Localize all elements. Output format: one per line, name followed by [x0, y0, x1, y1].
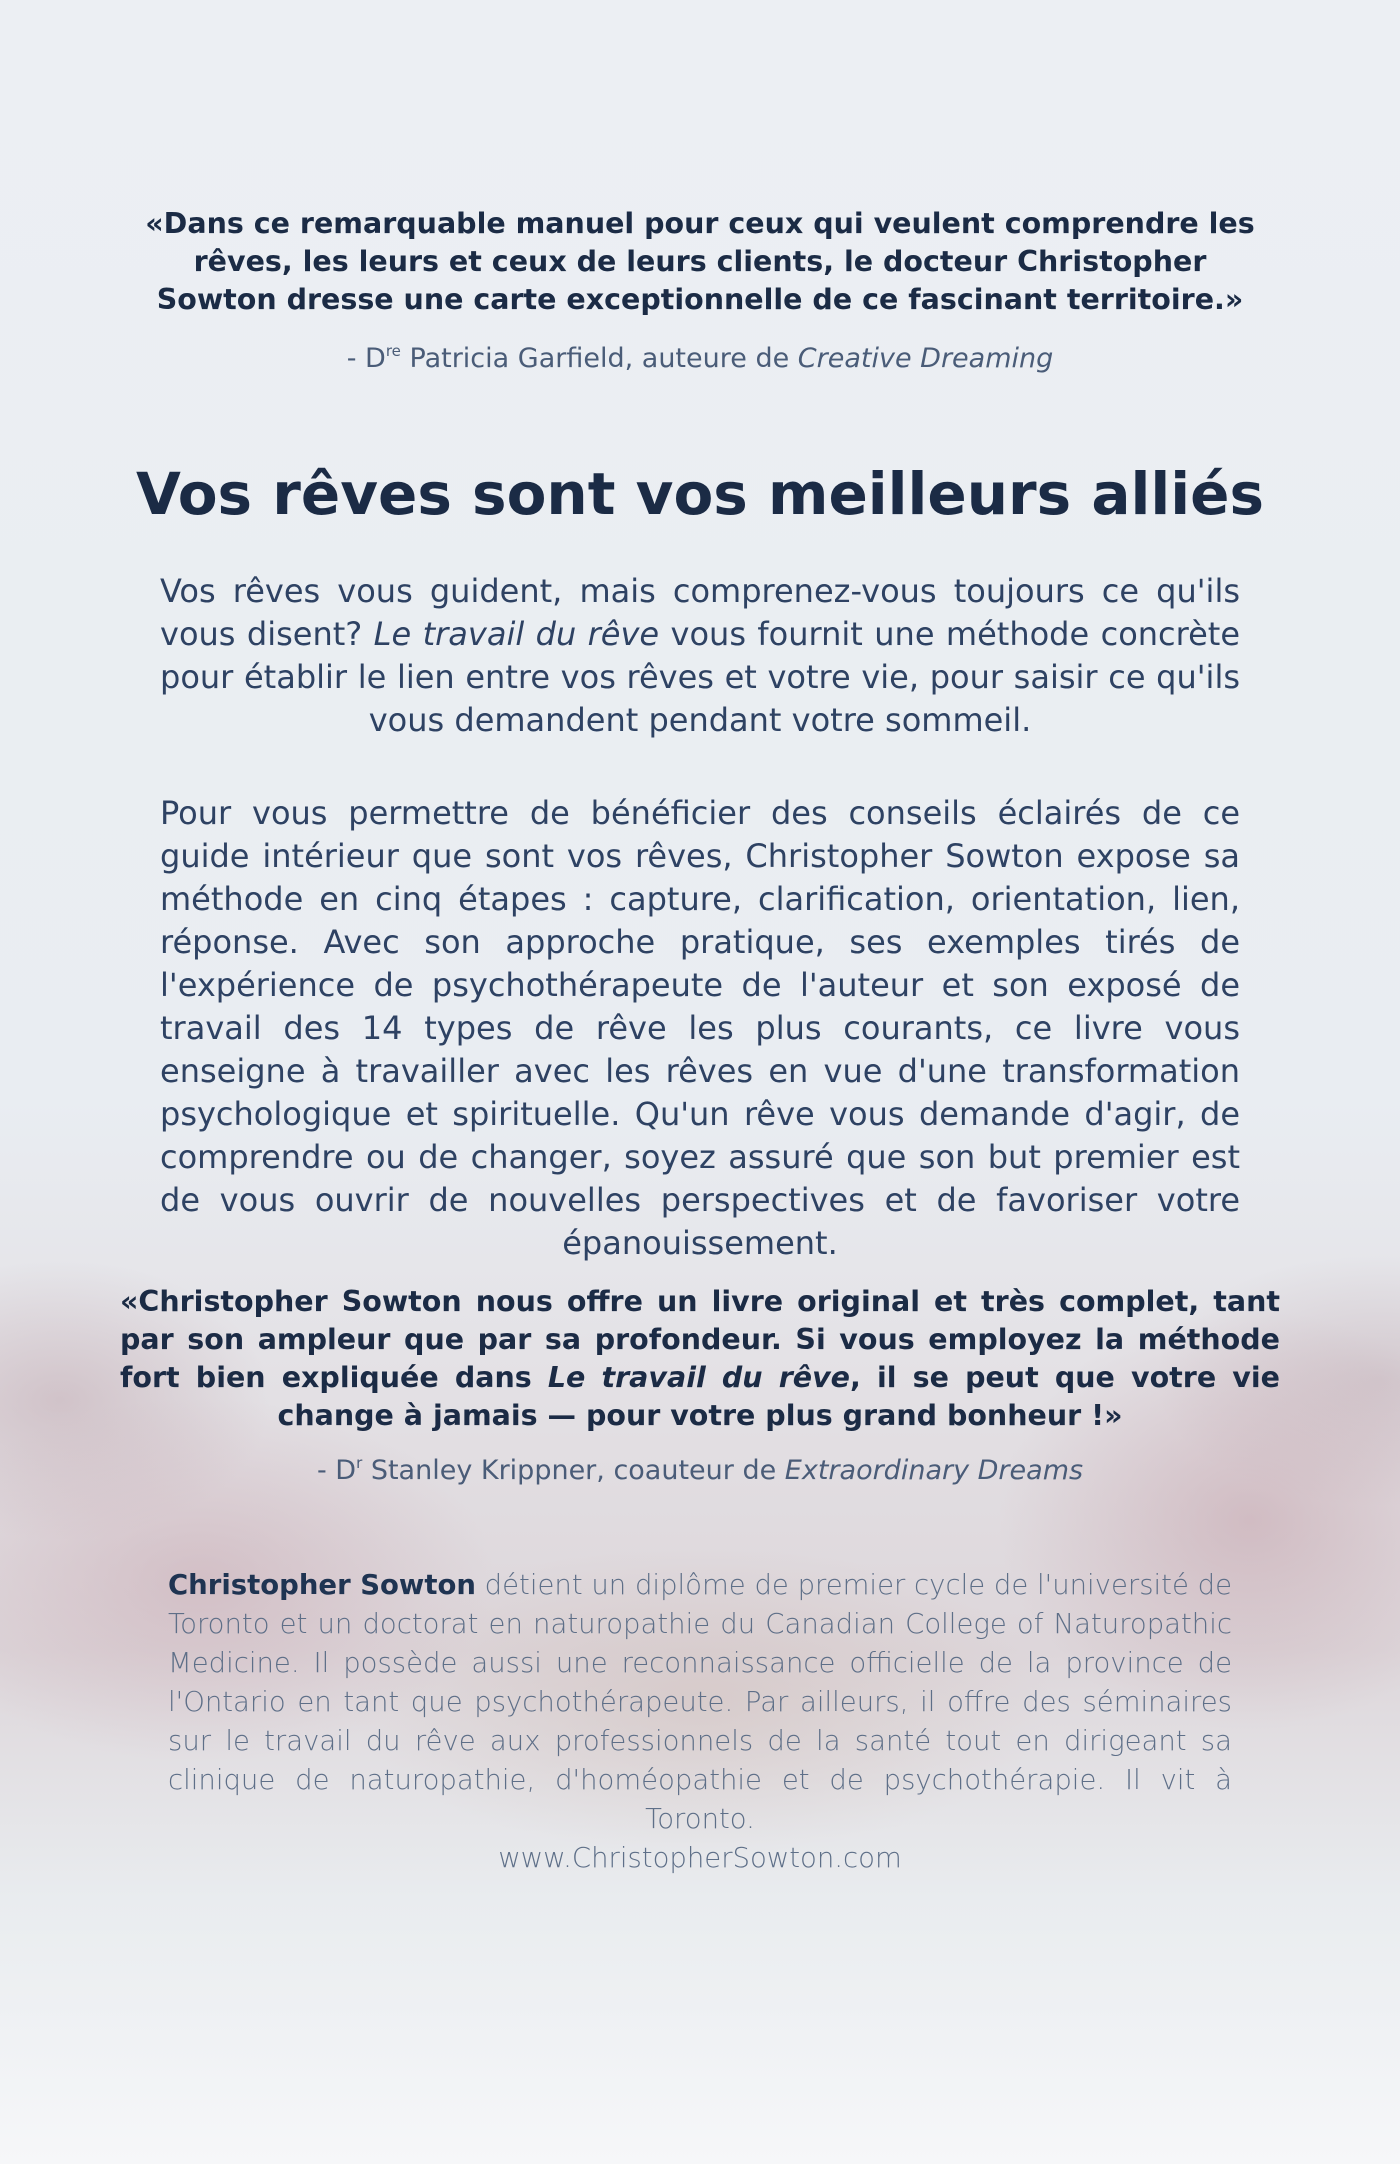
author-website: www.ChristopherSowton.com: [498, 1842, 902, 1874]
attribution-work: Extraordinary Dreams: [784, 1455, 1084, 1486]
quote2-part2: , il se peut que votre vie change à jamais — pour votre plus grand bonheur !»: [277, 1361, 1280, 1432]
para1-part2: vous fournit une méthode concrète pour établir le lien entre vos rêves et votre vie, pour saisir ce qu'ils vous demandent pendant votre sommeil.: [160, 615, 1241, 739]
quote-text: [120, 1283, 1280, 1435]
attribution-title-sup: r: [356, 1454, 363, 1472]
attribution-name: Patricia Garfield, auteure de: [400, 343, 798, 374]
book-title: Le travail du rêve: [373, 615, 660, 653]
attribution-prefix: - D: [316, 1455, 357, 1486]
headline: Vos rêves sont vos meilleurs alliés: [135, 460, 1265, 528]
attribution-prefix: - D: [346, 343, 386, 374]
author-bio: [168, 1566, 1232, 1878]
author-name: Christopher Sowton: [168, 1569, 476, 1601]
attribution-name: Stanley Krippner, coauteur de: [362, 1455, 785, 1486]
endorsement-quote-krippner: [0, 1283, 1400, 1489]
bio-text: détient un diplôme de premier cycle de l'université de Toronto et un doctorat en naturopathie du Canadian College of Naturopathic Medicine. Il possède aussi une reconnaissance officielle de la province de l'Ontario en tant que psychothérapeute. Par ailleurs, il offre des séminaires sur le travail du rêve aux professionnels de la santé tout en dirigeant sa clinique de naturopathie, d'homéopathie et de psychothérapie. Il vit à Toronto.: [168, 1569, 1232, 1835]
attribution-title-sup: re: [385, 342, 401, 360]
quote-attribution: [0, 341, 1400, 377]
endorsement-quote-garfield: [0, 205, 1400, 377]
description-paragraph-1: [160, 570, 1240, 742]
quote-attribution: [0, 1453, 1400, 1489]
book-title: Le travail du rêve: [547, 1361, 851, 1394]
description-paragraph-2: Pour vous permettre de bénéficier des conseils éclairés de ce guide intérieur que sont vos rêves, Christopher Sowton expose sa méthode en cinq étapes : capture, clarification, orientation, lien, réponse. Avec son approche pratique, ses exemples tirés de l'expérience de psychothérapeute de l'auteur et son exposé de travail des 14 types de rêve les plus courants, ce livre vous enseigne à travailler avec les rêves en vue d'une transformation psychologique et spirituelle. Qu'un rêve vous demande d'agir, de comprendre ou de changer, soyez assuré que son but premier est de vous ouvrir de nouvelles perspectives et de favoriser votre épanouissement.: [160, 794, 1240, 1262]
quote-text: «Dans ce remarquable manuel pour ceux qui veulent comprendre les rêves, les leurs et ceux de leurs clients, le docteur Christopher Sowton dresse une carte exceptionnelle de ce fascinant territoire.»: [145, 207, 1255, 316]
attribution-work: Creative Dreaming: [797, 343, 1054, 374]
para1-part1: Vos rêves vous guident, mais comprenez-vous toujours ce qu'ils vous disent?: [160, 572, 1240, 653]
quote2-part1: «Christopher Sowton nous offre un livre original et très complet, tant par son ampleur que par sa profondeur. Si vous employez la méthode fort bien expliquée dans: [120, 1285, 1280, 1394]
